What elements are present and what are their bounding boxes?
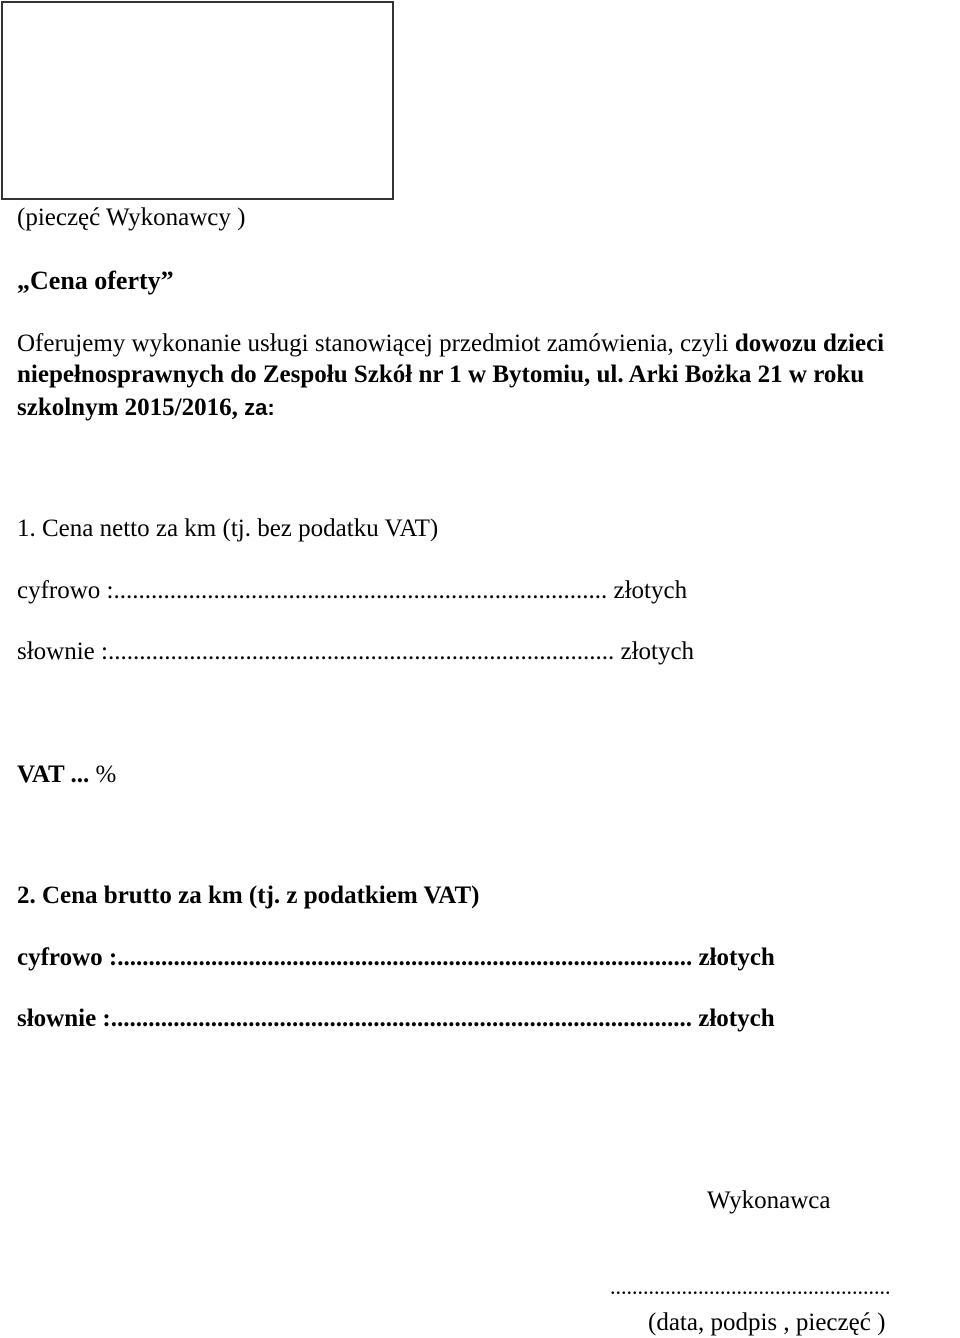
vat-line <box>17 760 116 790</box>
document-title: „Cena oferty” <box>17 266 174 295</box>
gross-price-digits: cyfrowo :............................................................................................ złotych <box>17 944 775 971</box>
stamp-caption: (pieczęć Wykonawcy ) <box>17 204 246 231</box>
signature-label: Wykonawca <box>707 1187 831 1214</box>
net-price-digits: cyfrowo :............................................................................... złotych <box>17 577 688 604</box>
vat-percent: % <box>95 761 117 788</box>
intro-line-2: niepełnosprawnych do Zespołu Szkół nr 1 w Bytomiu, ul. Arki Bożka 21 w roku <box>17 361 865 388</box>
intro-line-3-suffix: za: <box>244 395 275 420</box>
net-price-words: słownie :................................................................................. złotych <box>17 638 695 665</box>
vat-label: VAT ... <box>17 761 96 788</box>
intro-line-1-bold: dowozu dzieci <box>734 330 885 357</box>
intro-line-1-text: Oferujemy wykonanie usługi stanowiącej przedmiot zamówienia, czyli <box>17 330 735 357</box>
gross-price-heading: 2. Cena brutto za km (tj. z podatkiem VAT) <box>17 882 480 909</box>
intro-line-3-bold: szkolnym 2015/2016, <box>17 394 245 421</box>
gross-price-words: słownie :............................................................................................. złotych <box>17 1005 775 1032</box>
signature-caption: (data, podpis , pieczęć ) <box>648 1309 886 1336</box>
intro-line-1 <box>17 329 884 359</box>
intro-line-3 <box>17 393 275 423</box>
stamp-box <box>1 1 394 200</box>
net-price-heading: 1. Cena netto za km (tj. bez podatku VAT) <box>17 515 439 542</box>
signature-dots: ................................................... <box>610 1274 891 1299</box>
